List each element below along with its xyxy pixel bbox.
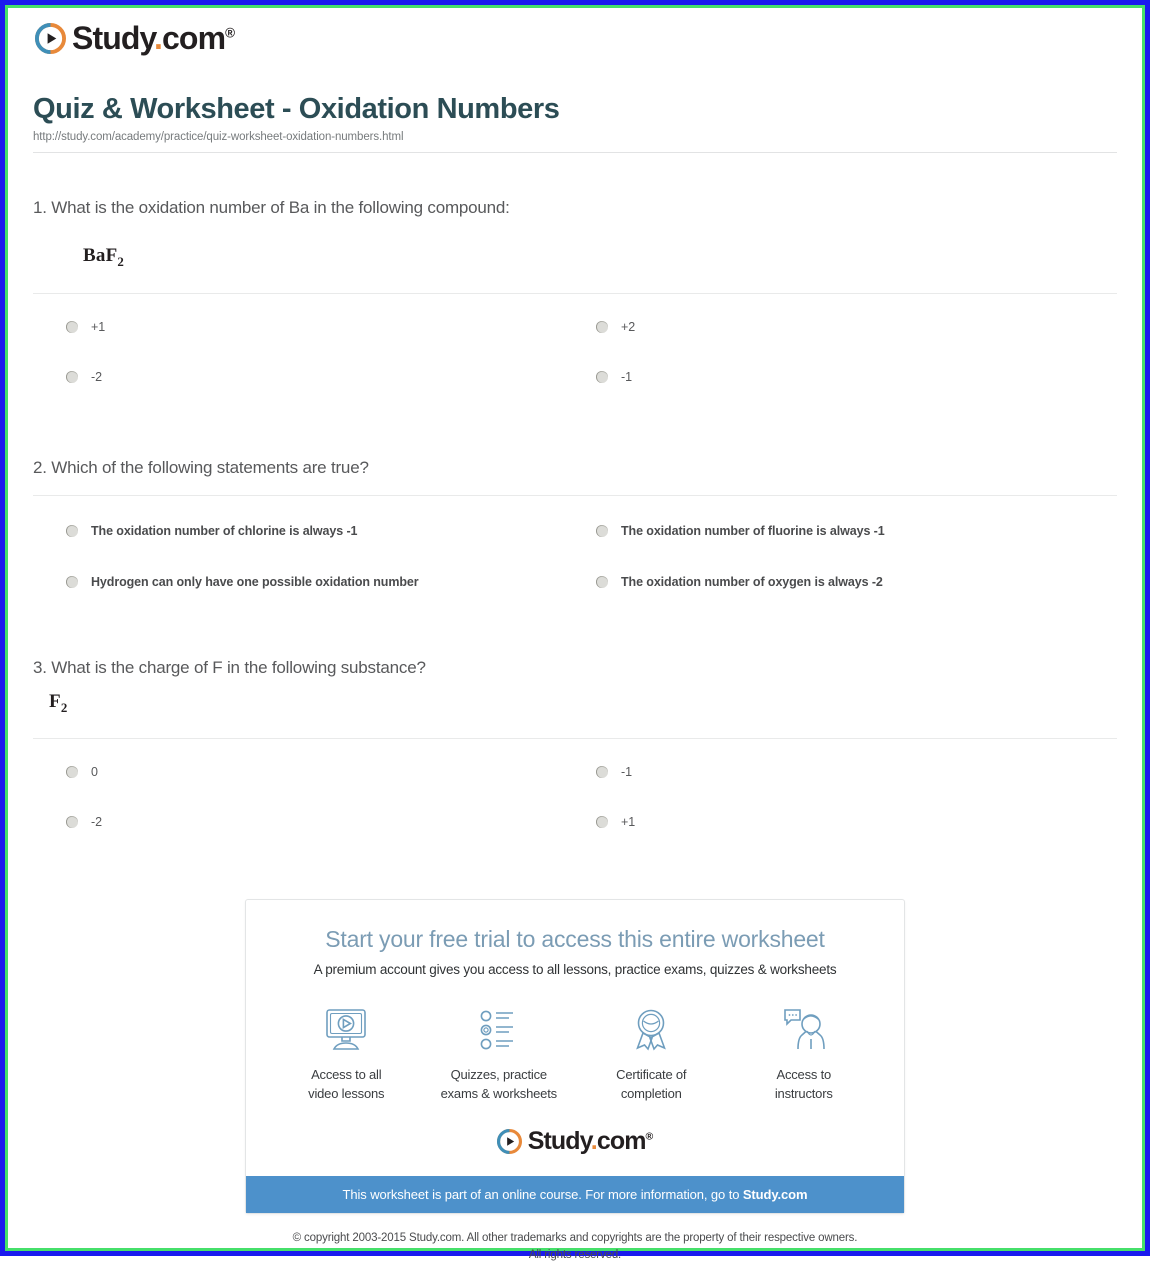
radio-button-icon[interactable] — [596, 525, 608, 537]
question-3-formula — [49, 691, 1126, 716]
question-2-prompt: 2. Which of the following statements are true? — [33, 457, 369, 477]
option-row[interactable] — [596, 320, 1126, 334]
question-1-options — [24, 320, 1126, 384]
feature-certificate — [576, 1003, 726, 1104]
radio-button-icon[interactable] — [596, 576, 608, 588]
radio-button-icon[interactable] — [596, 816, 608, 828]
option-label: -2 — [91, 814, 102, 829]
feature-label — [424, 1066, 574, 1104]
question-1-divider — [33, 293, 1117, 294]
option-row[interactable] — [596, 765, 1126, 779]
question-2-divider — [33, 495, 1117, 496]
radio-button-icon[interactable] — [66, 371, 78, 383]
instructor-chat-icon — [729, 1003, 879, 1057]
logo-wordmark — [72, 22, 235, 54]
promo-section — [24, 899, 1126, 1215]
monitor-play-icon — [271, 1003, 421, 1057]
worksheet-url: http://study.com/academy/practice/quiz-worksheet-oxidation-numbers.html — [33, 130, 404, 143]
radio-button-icon[interactable] — [596, 766, 608, 778]
option-row[interactable] — [66, 765, 596, 779]
promo-bar-link[interactable]: Study.com — [742, 1187, 808, 1203]
radio-button-icon[interactable] — [66, 576, 78, 588]
feature-line-1: Access to all — [311, 1066, 382, 1082]
feature-instructors — [729, 1003, 879, 1104]
formula-main: BaF — [83, 244, 118, 266]
option-row[interactable] — [66, 320, 596, 334]
option-row[interactable] — [66, 815, 596, 829]
promo-footer-bar[interactable] — [246, 1176, 904, 1213]
site-logo-header[interactable] — [35, 22, 235, 54]
question-1-formula — [83, 245, 1126, 270]
formula-subscript: 2 — [60, 699, 68, 715]
promo-header — [246, 900, 904, 977]
formula-subscript: 2 — [117, 253, 125, 269]
feature-line-1: Certificate of — [616, 1066, 687, 1082]
free-trial-card — [245, 899, 905, 1215]
question-2 — [24, 457, 1126, 479]
option-label: +2 — [621, 319, 636, 334]
copyright-line-2: All rights reserved. — [528, 1249, 622, 1262]
logo-word-com: com — [596, 1127, 646, 1156]
feature-line-2: video lessons — [308, 1085, 385, 1101]
option-row[interactable] — [596, 815, 1126, 829]
promo-title: Start your free trial to access this entire worksheet — [325, 925, 825, 952]
logo-word-com: com — [162, 20, 226, 56]
logo-word-study: Study — [527, 1127, 591, 1156]
radio-button-icon[interactable] — [596, 371, 608, 383]
question-1 — [24, 197, 1126, 270]
formula-main: F — [49, 690, 61, 712]
feature-label — [271, 1066, 421, 1104]
page-title: Quiz & Worksheet - Oxidation Numbers — [33, 92, 560, 125]
option-label: The oxidation number of fluorine is always -1 — [621, 523, 885, 538]
option-label: -1 — [621, 369, 632, 384]
option-label: 0 — [91, 764, 98, 779]
question-3-divider — [33, 738, 1117, 739]
option-label: The oxidation number of oxygen is always -2 — [621, 574, 883, 589]
logo-dot: . — [154, 20, 163, 56]
feature-label — [576, 1066, 726, 1104]
option-label: +1 — [91, 319, 106, 334]
play-circle-icon — [497, 1129, 522, 1154]
radio-button-icon[interactable] — [66, 525, 78, 537]
feature-line-1: Access to — [776, 1066, 832, 1082]
feature-label — [729, 1066, 879, 1104]
option-label: -1 — [621, 764, 632, 779]
trademark-symbol: ® — [225, 25, 236, 41]
option-label: -2 — [91, 369, 102, 384]
option-row[interactable] — [596, 370, 1126, 384]
feature-line-1: Quizzes, practice — [450, 1066, 547, 1082]
feature-line-2: exams & worksheets — [440, 1085, 557, 1101]
promo-subtitle: A premium account gives you access to all lessons, practice exams, quizzes & worksheets — [313, 961, 837, 977]
feature-video-lessons — [271, 1003, 421, 1104]
question-2-options — [24, 524, 1126, 589]
title-divider — [33, 152, 1117, 153]
copyright-line-1: © copyright 2003-2015 Study.com. All other trademarks and copyrights are the property of their respective owners. — [292, 1232, 858, 1245]
quiz-list-icon — [424, 1003, 574, 1057]
radio-button-icon[interactable] — [66, 816, 78, 828]
promo-logo-row — [246, 1103, 904, 1176]
logo-wordmark — [528, 1129, 654, 1154]
copyright-notice — [24, 1230, 1126, 1263]
play-circle-icon — [35, 23, 66, 54]
feature-quizzes — [424, 1003, 574, 1104]
feature-line-2: completion — [620, 1085, 682, 1101]
question-3 — [24, 657, 1126, 716]
worksheet-sheet — [8, 8, 1142, 1262]
option-label: Hydrogen can only have one possible oxidation number — [91, 574, 419, 589]
logo-word-study: Study — [72, 20, 155, 56]
trademark-symbol: ® — [645, 1131, 654, 1144]
question-3-prompt: 3. What is the charge of F in the following substance? — [33, 657, 426, 677]
option-label: The oxidation number of chlorine is always -1 — [91, 523, 358, 538]
radio-button-icon[interactable] — [66, 766, 78, 778]
radio-button-icon[interactable] — [66, 321, 78, 333]
option-row[interactable] — [66, 524, 596, 538]
radio-button-icon[interactable] — [596, 321, 608, 333]
title-block — [24, 93, 1126, 143]
question-3-options — [24, 765, 1126, 829]
question-1-prompt: 1. What is the oxidation number of Ba in the following compound: — [33, 197, 510, 217]
option-row[interactable] — [66, 370, 596, 384]
option-label: +1 — [621, 814, 636, 829]
feature-line-2: instructors — [774, 1085, 833, 1101]
site-logo-promo[interactable] — [497, 1129, 654, 1154]
promo-features — [246, 977, 904, 1104]
logo-dot: . — [590, 1127, 597, 1156]
option-row[interactable] — [596, 524, 1126, 538]
option-row[interactable] — [66, 575, 596, 589]
award-ribbon-icon — [576, 1003, 726, 1057]
option-row[interactable] — [596, 575, 1126, 589]
promo-bar-text: This worksheet is part of an online course. For more information, go to — [342, 1187, 743, 1203]
